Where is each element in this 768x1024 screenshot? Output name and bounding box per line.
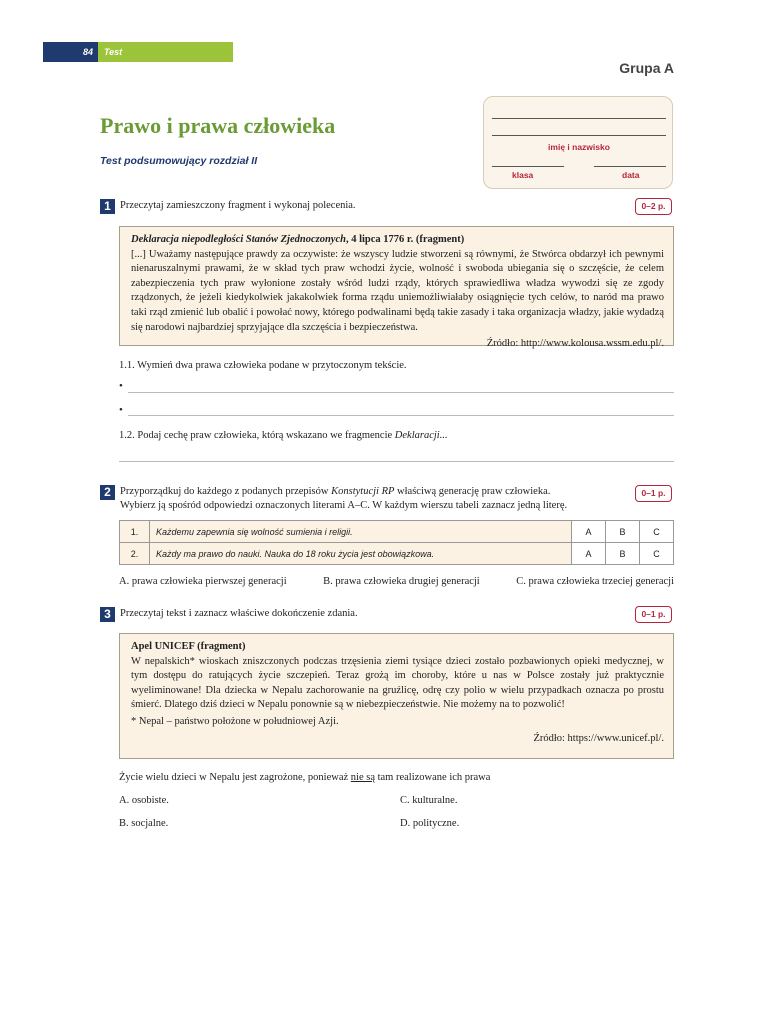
task-2-header: [100, 485, 567, 513]
option-c[interactable]: C: [640, 543, 674, 565]
answer-a[interactable]: A. osobiste.: [119, 795, 169, 806]
unicef-footnote: * Nepal – państwo położone w południowej Azji.: [131, 715, 339, 727]
date-line[interactable]: [594, 166, 666, 167]
question-1-1: 1.1. Wymień dwa prawa człowieka podane w przytoczonym tekście.: [119, 360, 407, 371]
bullet-1: •: [119, 380, 123, 392]
class-line[interactable]: [492, 166, 564, 167]
declaration-source-box: [119, 226, 674, 350]
generations-list: [119, 576, 674, 587]
declaration-text: [...] Uważamy następujące prawdy za oczywiste: że wszyscy ludzie stworzeni są równymi, że Stwórca obdarzył ich pewnymi nienaruszalnymi prawami, że w skład tych praw wchodzi życie, wolność i swoboda ubiegania się o szczęście, że celem zabezpieczenia tych praw wyłonione zostały wśród ludzi rządy, których sprawiedliwa władza wywodzi się ze zgody rządzonych, że jeżeli kiedykolwiek jakakolwiek forma rządu uniemożliwiałaby osiągnięcie tych celów, to naród ma prawo taki rząd zmienić lub obalić i powołać nowy, którego podwalinami będą takie zasady i taka organizacja władzy, jakie wydadzą się narodowi najbardziej sprzyjające dla szczęścia i bezpieczeństwa.: [131, 248, 664, 333]
task-1-number: 1: [100, 199, 115, 214]
generation-a: A. prawa człowieka pierwszej generacji: [119, 576, 287, 587]
name-line-1[interactable]: [492, 118, 666, 119]
task-1-points: 0–2 p.: [635, 198, 672, 215]
task-2-instruction-1: Przyporządkuj do każdego z podanych przepisów Konstytucji RP właściwą generację praw człowieka.: [120, 486, 551, 497]
row-text: Każdy ma prawo do nauki. Nauka do 18 roku życia jest obowiązkowa.: [150, 543, 572, 565]
generations-table: [119, 520, 674, 565]
option-c[interactable]: C: [640, 521, 674, 543]
task-3-instruction: Przeczytaj tekst i zaznacz właściwe dokończenie zdania.: [120, 608, 358, 619]
name-line-2[interactable]: [492, 135, 666, 136]
question-1-2: 1.2. Podaj cechę praw człowieka, którą wskazano we fragmencie Deklaracji...: [119, 430, 448, 441]
task-3-header: [100, 607, 358, 622]
generation-b: B. prawa człowieka drugiej generacji: [323, 576, 480, 587]
page-number: 84: [43, 42, 98, 62]
task-3-number: 3: [100, 607, 115, 622]
unicef-source: Źródło: https://www.unicef.pl/.: [533, 732, 664, 744]
answer-line-3[interactable]: [119, 461, 674, 462]
option-b[interactable]: B: [606, 543, 640, 565]
name-box: [483, 96, 673, 189]
answer-line-2[interactable]: [128, 415, 674, 416]
task-2-points: 0–1 p.: [635, 485, 672, 502]
option-b[interactable]: B: [606, 521, 640, 543]
task-2-instruction-2: Wybierz ją spośród odpowiedzi oznaczonych literami A–C. W każdym wierszu tabeli zaznacz jedną literę.: [120, 500, 568, 511]
class-label: klasa: [512, 170, 534, 180]
task-3-points: 0–1 p.: [635, 606, 672, 623]
table-row: [120, 521, 674, 543]
answer-b[interactable]: B. socjalne.: [119, 818, 169, 829]
bullet-2: •: [119, 404, 123, 416]
unicef-source-box: [119, 633, 674, 759]
option-a[interactable]: A: [572, 543, 606, 565]
row-text: Każdemu zapewnia się wolność sumienia i religii.: [150, 521, 572, 543]
table-row: [120, 543, 674, 565]
name-label: imię i nazwisko: [548, 142, 610, 152]
page-subtitle: Test podsumowujący rozdział II: [100, 155, 258, 167]
answer-line-1[interactable]: [128, 392, 674, 393]
page-title: Prawo i prawa człowieka: [100, 113, 336, 138]
declaration-title: Deklaracja niepodległości Stanów Zjednoczonych, 4 lipca 1776 r. (fragment): [131, 234, 465, 245]
answer-d[interactable]: D. polityczne.: [400, 818, 460, 829]
group-label: Grupa A: [619, 60, 674, 76]
task-1-instruction: Przeczytaj zamieszczony fragment i wykonaj polecenia.: [120, 200, 356, 211]
row-number: 1.: [120, 521, 150, 543]
header-bar: [43, 42, 233, 62]
unicef-text: W nepalskich* wioskach zniszczonych podczas trzęsienia ziemi tysiące dzieci zostało pozbawionych opieki medycznej, w tym dostępu do ratujących życie szczepień. Teraz grożą im choroby, które u nas w Polsce zostały już praktycznie wyeliminowane! Dla dziecka w Nepalu zachorowanie na gruźlicę, odrę czy polio w wielu przypadkach oznacza po prostu śmierć. Dlatego dziś dzieci w Nepalu ponownie są w niebezpieczeństwie. Nie możemy na to pozwolić!: [131, 655, 664, 711]
unicef-title: Apel UNICEF (fragment): [131, 641, 246, 652]
option-a[interactable]: A: [572, 521, 606, 543]
row-number: 2.: [120, 543, 150, 565]
question-3: Życie wielu dzieci w Nepalu jest zagrożone, ponieważ nie są tam realizowane ich prawa: [119, 772, 491, 783]
date-label: data: [622, 170, 640, 180]
generation-c: C. prawa człowieka trzeciej generacji: [516, 576, 674, 587]
task-1-header: [100, 199, 356, 214]
section-label: Test: [98, 42, 233, 62]
declaration-source: Źródło: http://www.kolousa.wssm.edu.pl/.: [486, 338, 664, 350]
task-2-number: 2: [100, 485, 115, 500]
answer-c[interactable]: C. kulturalne.: [400, 795, 458, 806]
